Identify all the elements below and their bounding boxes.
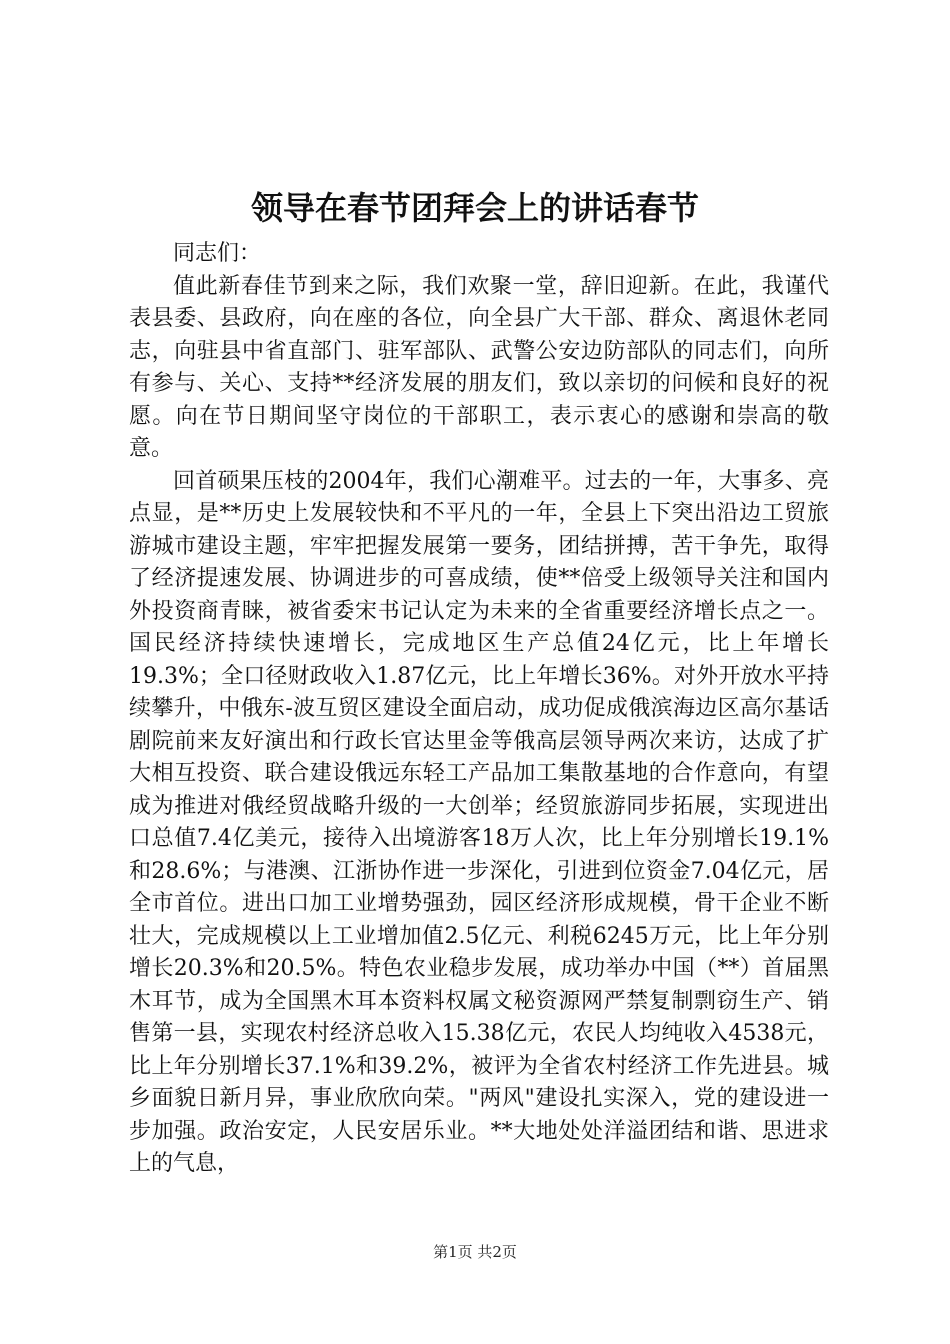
salutation: 同志们： (173, 241, 262, 266)
paragraph-1: 值此新春佳节到来之际，我们欢聚一堂，辞旧迎新。在此，我谨代表县委、县政府，向在座的各位，向全县广大干部、群众、离退休老同志，向驻县中省直部门、驻军部队、武警公安边防部队的同志们，向所有参与、关心、支持**经济发展的朋友们，致以亲切的问候和良好的祝愿。向在节日期间坚守岗位的干部职工，表示衷心的感谢和崇高的敬意。 (129, 273, 829, 461)
document-body (129, 238, 829, 1181)
paragraph-2: 回首硕果压枝的2004年，我们心潮难平。过去的一年，大事多、亮点显，是**历史上发展较快和不平凡的一年，全县上下突出沿边工贸旅游城市建设主题，牢牢把握发展第一要务，团结拼搏，苦干争先，取得了经济提速发展、协调进步的可喜成绩，使**倍受上级领导关注和国内外投资商青睐，被省委宋书记认定为未来的全省重要经济增长点之一。国民经济持续快速增长，完成地区生产总值24亿元，比上年增长19.3%；全口径财政收入1.87亿元，比上年增长36%。对外开放水平持续攀升，中俄东-波互贸区建设全面启动，成功促成俄滨海边区高尔基话剧院前来友好演出和行政长官达里金等俄高层领导两次来访，达成了扩大相互投资、联合建设俄远东轻工产品加工集散基地的合作意向，有望成为推进对俄经贸战略升级的一大创举；经贸旅游同步拓展，实现进出口总值7.4亿美元，接待入出境游客18万人次，比上年分别增长19.1%和28.6%；与港澳、江浙协作进一步深化，引进到位资金7.04亿元，居全市首位。进出口加工业增势强劲，园区经济形成规模，骨干企业不断壮大，完成规模以上工业增加值2.5亿元、利税6245万元，比上年分别增长20.3%和20.5%。特色农业稳步发展，成功举办中国（**）首届黑木耳节，成为全国黑木耳本资料权属文秘资源网严禁复制剽窃生产、销售第一县，实现农村经济总收入15.38亿元，农民人均纯收入4538元，比上年分别增长37.1%和39.2%，被评为全省农村经济工作先进县。城乡面貌日新月异，事业欣欣向荣。"两风"建设扎实深入，党的建设进一步加强。政治安定，人民安居乐业。**大地处处洋溢团结和谐、思进求上的气息， (129, 468, 829, 1176)
document-title: 领导在春节团拜会上的讲话春节 (250, 189, 699, 227)
page-footer: 第1页 共2页 (433, 1243, 517, 1261)
